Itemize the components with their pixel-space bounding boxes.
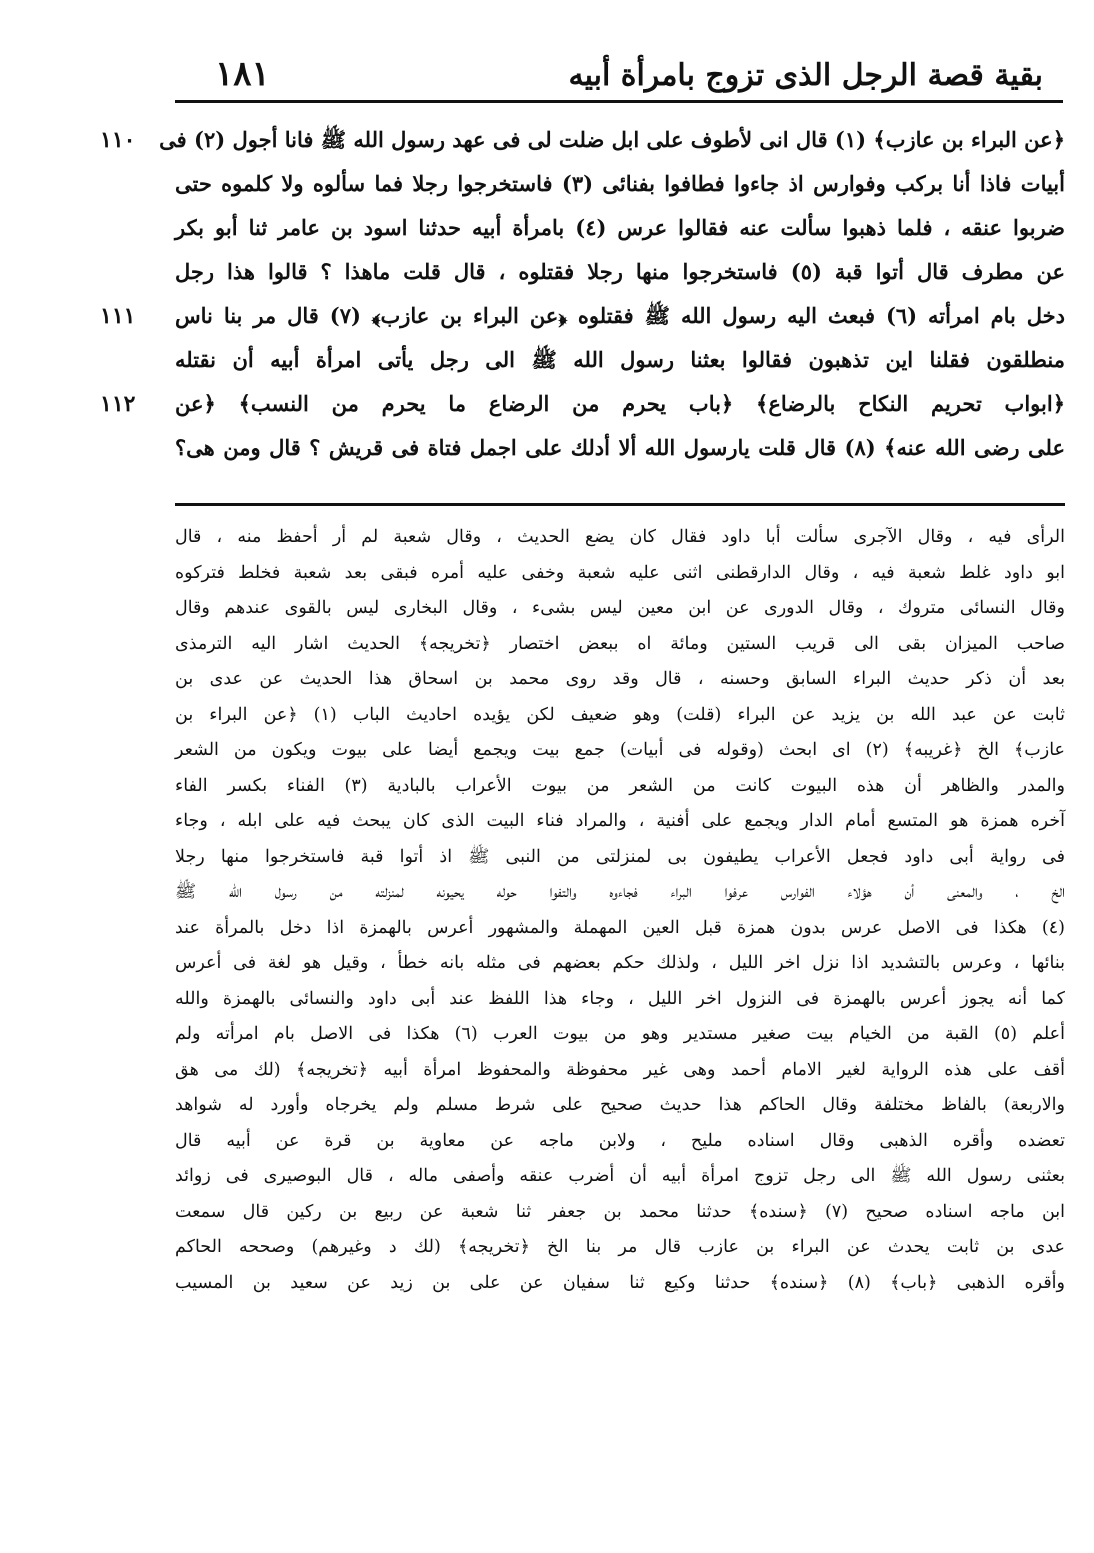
main-text-line: على رضى الله عنه﴾ (٨) قال قلت يارسول الله ألا أدلك على اجمل فتاة فى قريش ؟ قال ومن هى؟	[175, 435, 1065, 460]
main-text	[159, 118, 1066, 470]
footnote-line: ابو داود غلط شعبة فيه ، وقال الدارقطنى اثنى عليه شعبة وخفى عليه أمره فبقى بعد شعبة فخلط فتركوه	[175, 562, 1065, 583]
main-text-line: منطلقون فقلنا اين تذهبون فقالوا بعثنا رسول الله ﷺ الى رجل يأتى امرأة أبيه أن نقتله	[175, 347, 1065, 372]
footnotes	[175, 520, 1065, 1301]
page-number: ١٨١	[215, 54, 270, 94]
footnote-line: ابن ماجه اسناده صحيح (٧) ﴿سنده﴾ حدثنا محمد بن جعفر ثنا شعبة عن ربيع بن ركين قال سمعت	[175, 1201, 1065, 1222]
footnote-line: وأقره الذهبى ﴿باب﴾ (٨) ﴿سنده﴾ حدثنا وكيع ثنا سفيان عن على بن زيد عن سعيد بن المسيب	[175, 1272, 1065, 1293]
footnote-line: الرأى فيه ، وقال الآجرى سألت أبا داود فقال كان يضع الحديث ، وقال شعبة لم أر أحفظ منه ، قال	[175, 527, 1065, 547]
footnote-line: بعد أن ذكر حديث البراء السابق وحسنه ، قال وقد روى محمد بن اسحاق هذا الحديث عن عدى بن	[175, 669, 1065, 689]
footnote-line: بعثنى رسول الله ﷺ الى رجل تزوج امرأة أبيه أن أضرب عنقه وأصفى ماله ، قال البوصيرى فى زوائد	[175, 1166, 1065, 1186]
footnote-line: آخره همزة هو المتسع أمام الدار ويجمع على أفنية ، والمراد فناء البيت الذى كان يبحث فيه على ابله ، وجاء	[175, 811, 1065, 831]
hadith-number: ١١١	[100, 303, 136, 329]
hadith-number: ١١٢	[100, 391, 136, 417]
footnote-line: صاحب الميزان بقى الى قريب الستين ومائة اه ببعض اختصار ﴿تخريجه﴾ الحديث اشار اليه الترمذى	[175, 633, 1065, 654]
main-text-line: أبيات فاذا أنا بركب وفوارس اذ جاءوا فطافوا بفنائى (٣) فاستخرجوا رجلا فما سألوه ولا كلموه حتى	[175, 171, 1065, 196]
footnote-line: والمدر والظاهر أن هذه البيوت كانت من الشعر من بيوت الأعراب بالبادية (٣) الفناء بكسر الفاء	[175, 775, 1065, 796]
main-text-line: ﴿ابواب تحريم النكاح بالرضاع﴾ ﴿باب يحرم من الرضاع ما يحرم من النسب﴾ ﴿عن	[175, 391, 1065, 416]
footnote-line: والاربعة) بالفاظ مختلفة وقال الحاكم هذا حديث صحيح على شرط مسلم ولم يخرجاه وأورد له شواهد	[175, 1095, 1065, 1115]
footnote-divider	[175, 503, 1065, 506]
footnote-line: كما أنه يجوز أعرس بالهمزة فى النزول اخر الليل ، وجاء هذا اللفظ عند أبى داود والنسائى بالهمزة والله	[175, 988, 1065, 1009]
footnote-line: عدى بن ثابت يحدث عن البراء بن عازب قال مر بنا الخ ﴿تخريجه﴾ (لك د وغيرهم) وصححه الحاكم	[175, 1237, 1065, 1257]
footnote-line: فى رواية أبى داود فجعل الأعراب يطيفون بى لمنزلتى من النبى ﷺ اذ أتوا قبة فاستخرجوا منها رجلا	[175, 846, 1065, 867]
header-rule	[175, 100, 1063, 103]
main-text-line: عن مطرف قال أتوا قبة (٥) فاستخرجوا منها رجلا فقتلوه ، قال قلت ماهذا ؟ قالوا هذا رجل	[175, 259, 1066, 284]
main-text-line: ﴿عن البراء بن عازب﴾ (١) قال انى لأطوف على ابل ضلت لى فى عهد رسول الله ﷺ فانا أجول (٢) فى	[159, 127, 1065, 152]
footnote-line: تعضده وأقره الذهبى وقال اسناده مليح ، ولابن ماجه عن معاوية بن قرة عن أبيه قال	[175, 1130, 1065, 1151]
footnote-line: عازب﴾ الخ ﴿غريبه﴾ (٢) اى ابحث (وقوله فى أبيات) جمع بيت ويجمع أيضا على بيوت ويكون من الشعر	[175, 740, 1065, 760]
footnote-line: أعلم (٥) القبة من الخيام بيت صغير مستدير وهو من بيوت العرب (٦) هكذا فى الاصل بام امرأته ولم	[175, 1024, 1065, 1044]
footnote-line: وقال النسائى متروك ، وقال الدورى عن ابن معين ليس بشىء ، وقال البخارى ليس بالقوى عندهم وقال	[175, 598, 1065, 618]
footnote-line: ثابت عن عبد الله بن يزيد عن البراء (قلت) وهو ضعيف لكن يؤيده احاديث الباب (١) ﴿عن البراء بن	[175, 704, 1065, 725]
running-title: بقية قصة الرجل الذى تزوج بامرأة أبيه	[568, 58, 1043, 93]
main-text-line: ضربوا عنقه ، فلما ذهبوا سألت عنه فقالوا عرس (٤) بامرأة أبيه حدثنا اسود بن عامر ثنا أبو بكر	[175, 215, 1065, 240]
hadith-number: ١١٠	[100, 127, 136, 153]
footnote-line: الخ ، والمعنى أن هؤلاء الفوارس عرفوا البراء فجاءوه والتفوا حوله يحيونه لمنزلته من رسول الله ﷺ	[175, 882, 1065, 902]
footnote-line: (٤) هكذا فى الاصل عرس بدون همزة قبل العين المهملة والمشهور أعرس بالهمزة اذا دخل بالمرأة عند	[175, 917, 1065, 938]
footnote-line: بنائها ، وعرس بالتشديد اذا نزل اخر الليل ، ولذلك حكم بعضهم فى مثله بانه خطأ ، وقيل هو لغة فى أعرس	[175, 953, 1065, 973]
footnote-line: أقف على هذه الرواية لغير الامام أحمد وهى غير محفوظة والمحفوظ امرأة أبيه ﴿تخريجه﴾ (لك مى هق	[175, 1059, 1065, 1080]
page-header	[175, 52, 1063, 102]
main-text-line: دخل بام امرأته (٦) فبعث اليه رسول الله ﷺ فقتلوه ﴿عن البراء بن عازب﴾ (٧) قال مر بنا ناس	[175, 303, 1066, 328]
